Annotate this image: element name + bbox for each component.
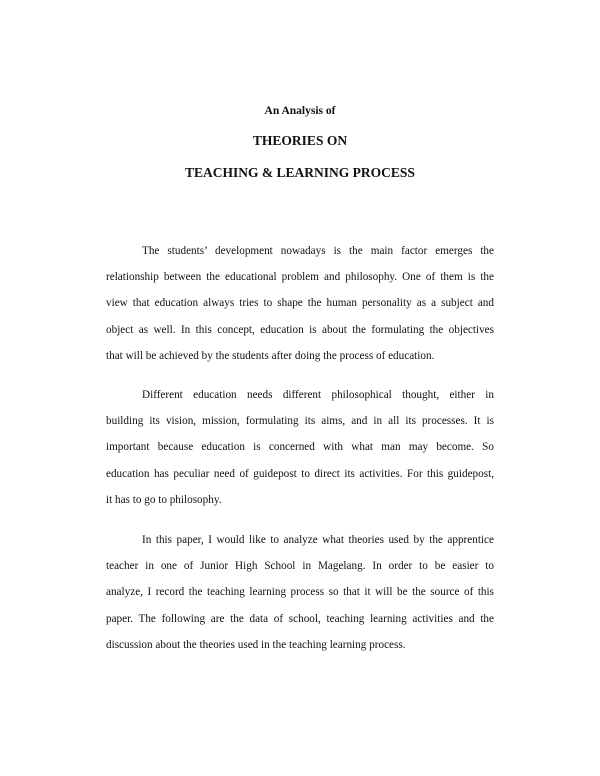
title-line-2: TEACHING & LEARNING PROCESS [185, 165, 415, 180]
paragraph-line: view that education always tries to shape the human personality as a subject and [106, 297, 494, 310]
paragraph-line: The students’ development nowadays is the main factor emerges the [142, 245, 494, 257]
paragraph-line: Different education needs different philosophical thought, either in [142, 389, 494, 401]
paragraph-line: discussion about the theories used in the teaching learning process. [106, 638, 406, 651]
title-line-1: THEORIES ON [252, 133, 348, 148]
paragraph-line: it has to go to philosophy. [106, 493, 222, 506]
subtitle: An Analysis of [264, 105, 336, 117]
paragraph-line: that will be achieved by the students after doing the process of education. [106, 349, 435, 362]
paragraph-line: building its vision, mission, formulating its aims, and in all its processes. It is [106, 415, 494, 428]
paragraph-line: In this paper, I would like to analyze what theories used by the apprentice [142, 534, 494, 546]
paragraph-3 [106, 532, 494, 663]
paragraph-2 [106, 387, 494, 518]
paragraph-line: paper. The following are the data of school, teaching learning activities and the [106, 612, 494, 625]
paragraph-line: important because education is concerned with what man may become. So [106, 441, 494, 454]
paragraph-line: object as well. In this concept, education is about the formulating the objectives [106, 323, 494, 336]
paragraph-line: analyze, I record the teaching learning process so that it will be the source of this [106, 586, 494, 599]
paragraph-line: teacher in one of Junior High School in Magelang. In order to be easier to [106, 560, 494, 573]
paragraph-1 [106, 243, 494, 374]
paragraph-line: relationship between the educational problem and philosophy. One of them is the [106, 271, 494, 284]
paragraph-line: education has peculiar need of guidepost to direct its activities. For this guidepost, [106, 467, 494, 480]
